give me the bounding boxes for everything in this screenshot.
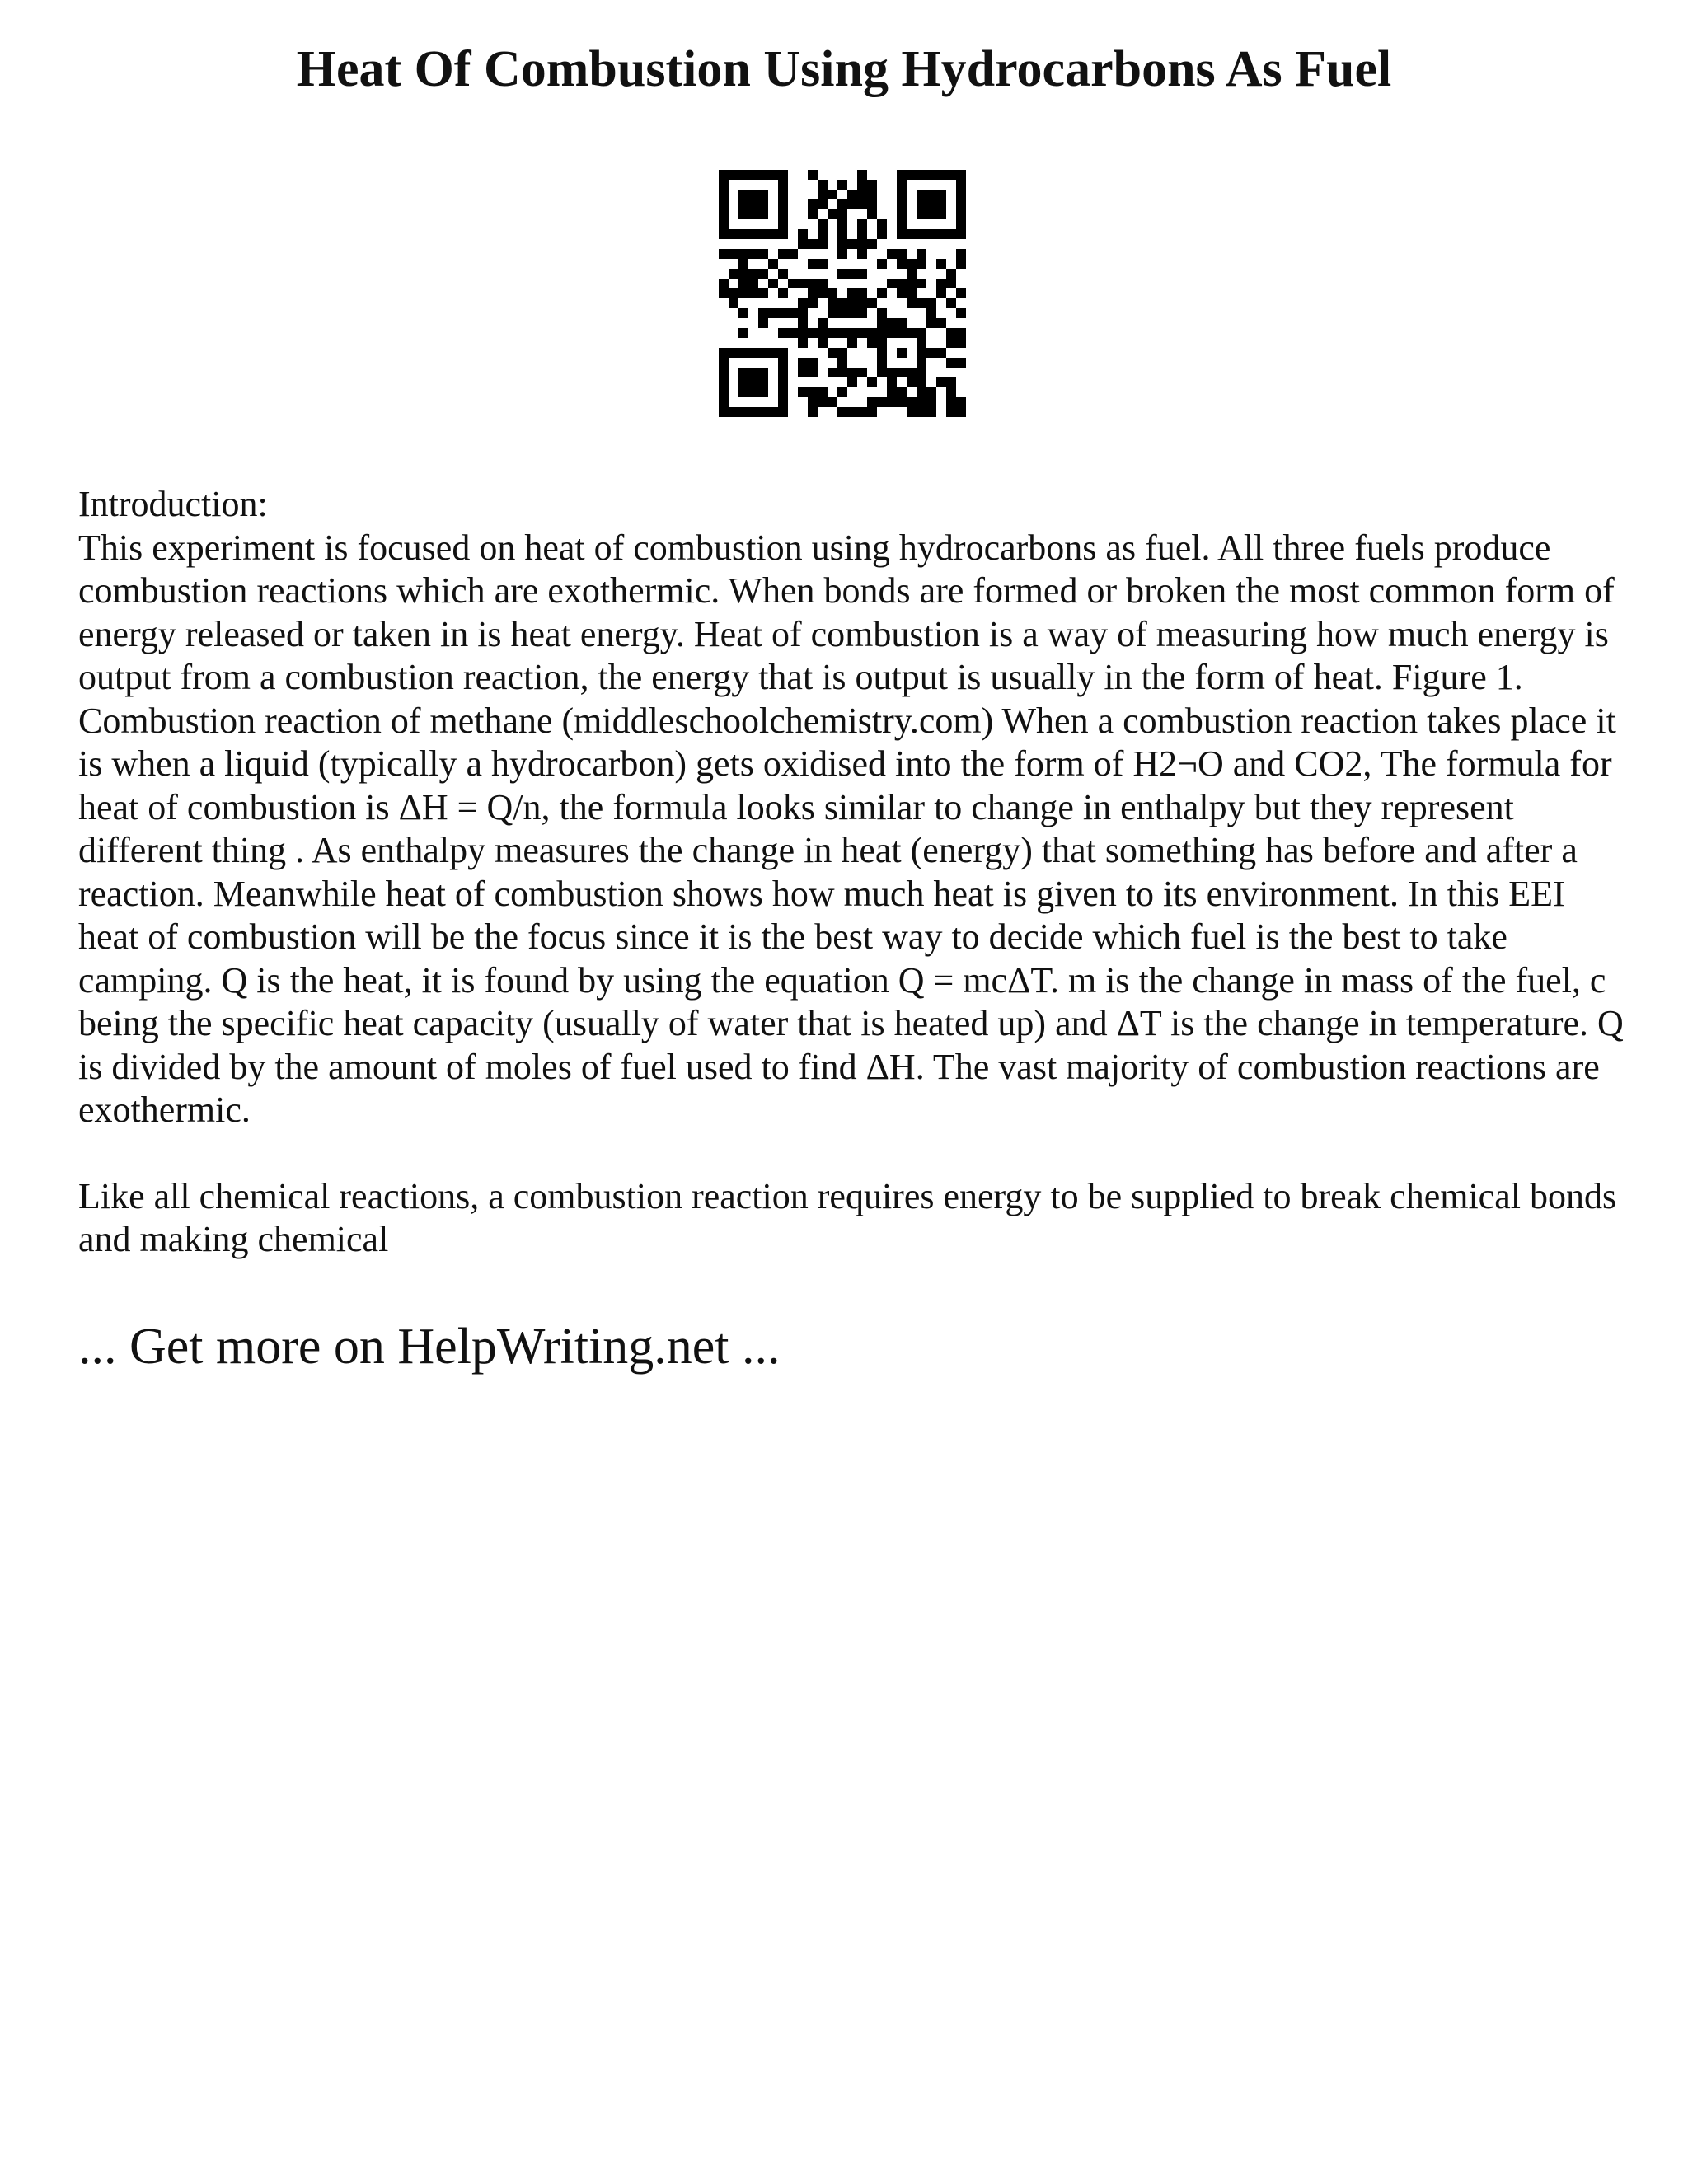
intro-label: Introduction: [78, 484, 268, 524]
qr-code-icon[interactable] [719, 170, 966, 417]
get-more-link[interactable]: ... Get more on HelpWriting.net ... [78, 1319, 781, 1375]
document-title: Heat Of Combustion Using Hydrocarbons As Fuel [296, 41, 1392, 97]
intro-paragraph: This experiment is focused on heat of combustion using hydrocarbons as fuel. All three fuels produce combustion reactions which are exothermic. When bonds are formed or broken the most common form of energy released or taken in is heat energy. Heat of combustion is a way of measuring how much energy is output from a combustion reaction, the energy that is output is usually in the form of heat. Figure 1. Combustion reaction of methane (middleschoolchemistry.com) When a combustion reaction takes place it is when a liquid (typically a hydrocarbon) gets oxidised into the form of H2¬O and CO2, The formula for heat of combustion is ΔH = Q/n, the formula looks similar to change in enthalpy but they represent different thing . As enthalpy measures the change in heat (energy) that something has before and after a reaction. Meanwhile heat of combustion shows how much heat is given to its environment. In this EEI heat of combustion will be the focus since it is the best way to decide which fuel is the best to take camping. Q is the heat, it is found by using the equation Q = mcΔT. m is the change in mass of the fuel, c being the specific heat capacity (usually of water that is heated up) and ΔT is the change in temperature. Q is divided by the amount of moles of fuel used to find ΔH. The vast majority of combustion reactions are exothermic. [78, 527, 1624, 1130]
second-paragraph: Like all chemical reactions, a combustion reaction requires energy to be supplied to break chemical bonds and making chemical [78, 1175, 1617, 1259]
document-body [78, 483, 1628, 1262]
